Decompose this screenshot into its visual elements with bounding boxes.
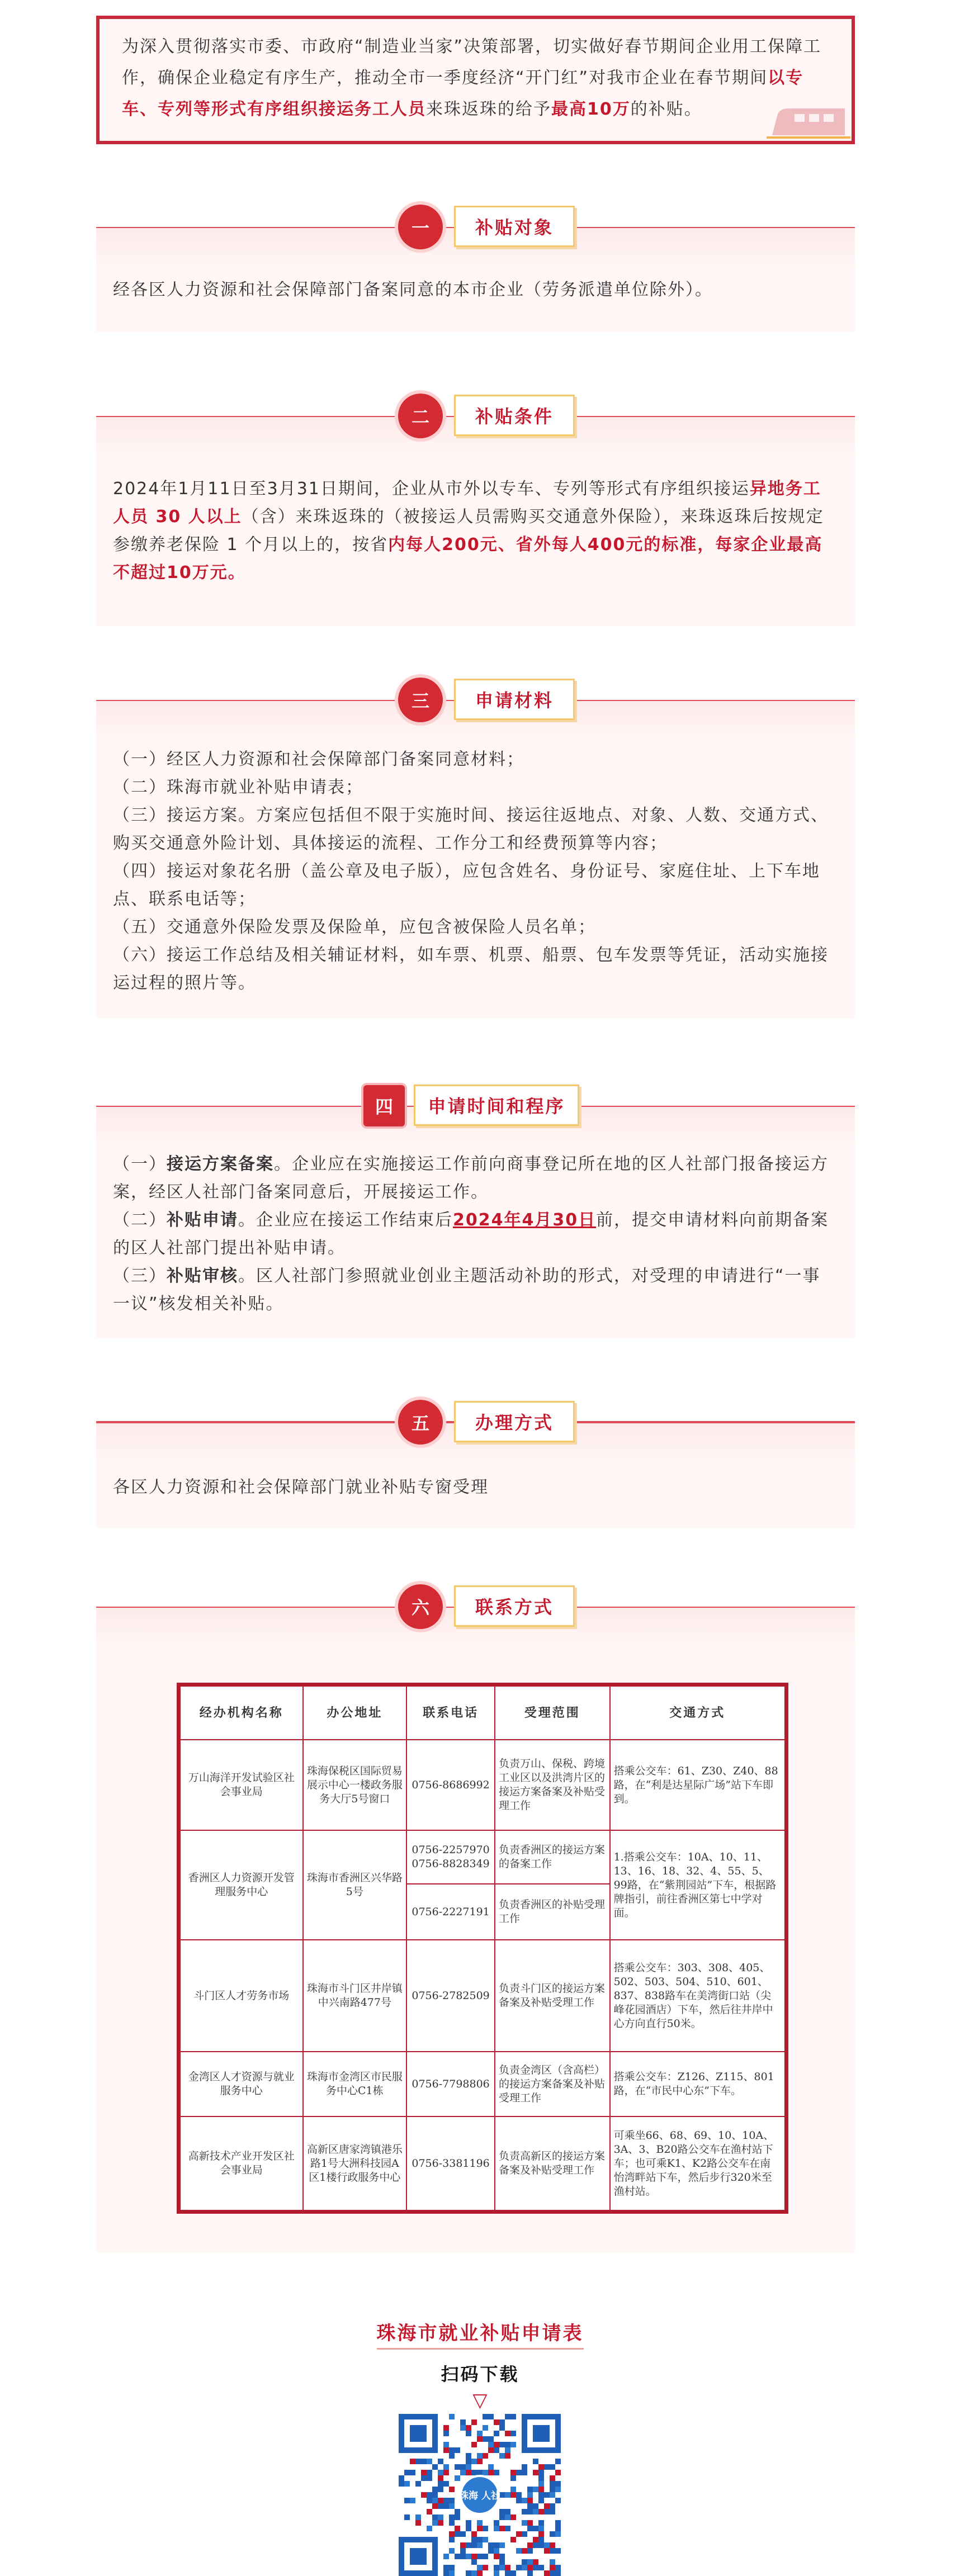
table-cell: 0756-2227191 (406, 1884, 495, 1940)
column-header: 经办机构名称 (180, 1686, 303, 1740)
list-item: （五）交通意外保险发票及保险单，应包含被保险人员名单； (113, 917, 596, 937)
table-cell: 负责香洲区的接运方案的备案工作 (495, 1830, 610, 1884)
section-2-body (96, 455, 855, 626)
section-1-body (96, 266, 855, 332)
section-3-body (96, 739, 855, 1019)
section-1-header (96, 182, 855, 266)
section-5-header (96, 1377, 855, 1461)
section-6-header (96, 1562, 855, 1646)
table-row (180, 1940, 785, 2052)
table-row (180, 1830, 785, 1884)
deadline-date: 2024年4月30日 (453, 1210, 597, 1230)
table-cell: 斗门区人才劳务市场 (180, 1940, 303, 2052)
table-cell: 负责香洲区的补贴受理工作 (495, 1884, 610, 1940)
table-cell: 搭乘公交车：Z126、Z115、801路，在“市民中心东”下车。 (610, 2052, 785, 2116)
section-number-badge: 四 (363, 1085, 405, 1126)
table-header-row (180, 1686, 785, 1740)
section-4-header (96, 1061, 855, 1145)
table-cell: 香洲区人力资源开发管理服务中心 (180, 1830, 303, 1940)
table-cell: 搭乘公交车：61、Z30、Z40、88路，在“利是达星际广场”站下车即到。 (610, 1740, 785, 1830)
column-header: 受理范围 (495, 1686, 610, 1740)
section-2-header (96, 371, 855, 455)
table-cell: 0756-8686992 (406, 1740, 495, 1830)
qr-logo-label: 珠海 人社 (459, 2490, 500, 2502)
section-title: 联系方式 (454, 1585, 575, 1627)
section-title: 申请时间和程序 (414, 1085, 579, 1126)
table-row (180, 1740, 785, 1830)
table-cell: 珠海市金湾区市民服务中心C1栋 (303, 2052, 407, 2116)
table-cell: 珠海市香洲区兴华路5号 (303, 1830, 407, 1940)
intro-box (96, 16, 855, 144)
table-cell: 0756-7798806 (406, 2052, 495, 2116)
section-4-body (96, 1145, 855, 1338)
list-item: （三）补贴审核。区人社部门参照就业创业主题活动补助的形式，对受理的申请进行“一事一议”核发相关补贴。 (113, 1266, 821, 1314)
section-number-badge: 六 (398, 1584, 443, 1629)
contact-table (177, 1683, 788, 2214)
table-cell: 0756-2257970 0756-8828349 (406, 1830, 495, 1884)
table-cell: 高新区唐家湾镇港乐路1号大洲科技园A区1楼行政服务中心 (303, 2116, 407, 2210)
table-cell: 负责万山、保税、跨境工业区以及洪湾片区的接运方案备案及补贴受理工作 (495, 1740, 610, 1830)
section-number-badge: 三 (398, 678, 443, 722)
qr-code[interactable] (399, 2414, 561, 2576)
list-item: （二）珠海市就业补贴申请表； (113, 778, 363, 797)
table-cell: 负责斗门区的接运方案备案及补贴受理工作 (495, 1940, 610, 2052)
table-cell: 珠海保税区国际贸易展示中心一楼政务服务大厅5号窗口 (303, 1740, 407, 1830)
table-cell: 负责高新区的接运方案备案及补贴受理工作 (495, 2116, 610, 2210)
table-cell: 金湾区人才资源与就业服务中心 (180, 2052, 303, 2116)
section-title: 补贴对象 (454, 206, 575, 247)
table-cell: 0756-2782509 (406, 1940, 495, 2052)
table-cell: 高新技术产业开发区社会事业局 (180, 2116, 303, 2210)
section-number-badge: 一 (398, 205, 443, 249)
section-text: 经各区人力资源和社会保障部门备案同意的本市企业（劳务派遣单位除外）。 (113, 280, 713, 300)
table-cell: 搭乘公交车：303、308、405、502、503、504、510、601、837、838路车在美湾街口站（尖峰花园酒店）下车，然后往井岸中心方向直行50米。 (610, 1940, 785, 2052)
intro-highlight: 以专车、专列等形式有序组织接运务工人员 (122, 68, 804, 119)
list-item: （二）补贴申请。企业应在接运工作结束后2024年4月30日前，提交申请材料向前期备案的区人社部门提出补贴申请。 (113, 1210, 829, 1258)
section-title: 申请材料 (454, 679, 575, 720)
section-number-badge: 五 (398, 1400, 443, 1445)
table-cell: 可乘坐66、68、69、10、10A、3A、3、B20路公交车在渔村站下车；也可乘K1、K2路公交车在南怡湾畔站下车，然后步行320米至渔村站。 (610, 2116, 785, 2210)
table-cell: 负责金湾区（含高栏）的接运方案备案及补贴受理工作 (495, 2052, 610, 2116)
list-item: （一）接运方案备案。企业应在实施接运工作前向商事登记所在地的区人社部门报备接运方案，经区人社部门备案同意后，开展接运工作。 (113, 1154, 829, 1202)
column-header: 联系电话 (406, 1686, 495, 1740)
section-text: 2024年1月11日至3月31日期间，企业从市外以专车、专列等形式有序组织接运异地务工人员 30 人以上（含）来珠返珠的（被接运人员需购买交通意外保险），来珠返珠后按规定参缴养老保险 1 个月以上的，按省内每人200元、省外每人400元的标准，每家企业最高不超过10万元。 (113, 479, 824, 583)
table-cell: 0756-3381196 (406, 2116, 495, 2210)
list-item: （三）接运方案。方案应包括但不限于实施时间、接运往返地点、对象、人数、交通方式、购买交通意外险计划、具体接运的流程、工作分工和经费预算等内容； (113, 806, 829, 853)
section-title: 办理方式 (454, 1401, 575, 1442)
list-item: （六）接运工作总结及相关辅证材料，如车票、机票、船票、包车发票等凭证，活动实施接运过程的照片等。 (113, 945, 829, 993)
list-item: （四）接运对象花名册（盖公章及电子版），应包含姓名、身份证号、家庭住址、上下车地点、联系电话等； (113, 861, 820, 909)
table-cell: 珠海市斗门区井岸镇中兴南路477号 (303, 1940, 407, 2052)
section-number-badge: 二 (398, 394, 443, 438)
column-header: 办公地址 (303, 1686, 407, 1740)
list-item: （一）经区人力资源和社会保障部门备案同意材料； (113, 750, 524, 769)
download-subtitle: 扫码下载 (441, 2364, 519, 2385)
section-text: 各区人力资源和社会保障部门就业补贴专窗受理 (113, 1478, 489, 1497)
intro-text: 为深入贯彻落实市委、市政府“制造业当家”决策部署，切实做好春节期间企业用工保障工作，确保企业稳定有序生产，推动全市一季度经济“开门红”对我市企业在春节期间以专车、专列等形式有序组织接运务工人员来珠返珠的给予最高10万的补贴。 (122, 37, 822, 119)
download-title: 珠海市就业补贴申请表 (0, 2318, 960, 2345)
intro-highlight-amount: 最高10万 (551, 100, 631, 119)
table-row (180, 2052, 785, 2116)
section-title: 补贴条件 (454, 395, 575, 436)
table-cell: 万山海洋开发试验区社会事业局 (180, 1740, 303, 1830)
section-5-body (96, 1461, 855, 1528)
table-cell: 1.搭乘公交车：10A、10、11、13、16、18、32、4、55、5、99路，在“紫荆园站”下车，根据路牌指引，前往香洲区第七中学对面。 (610, 1830, 785, 1940)
column-header: 交通方式 (610, 1686, 785, 1740)
table-row (180, 2116, 785, 2210)
section-3-header (96, 655, 855, 739)
down-arrow-icon: ▽ (472, 2389, 488, 2412)
